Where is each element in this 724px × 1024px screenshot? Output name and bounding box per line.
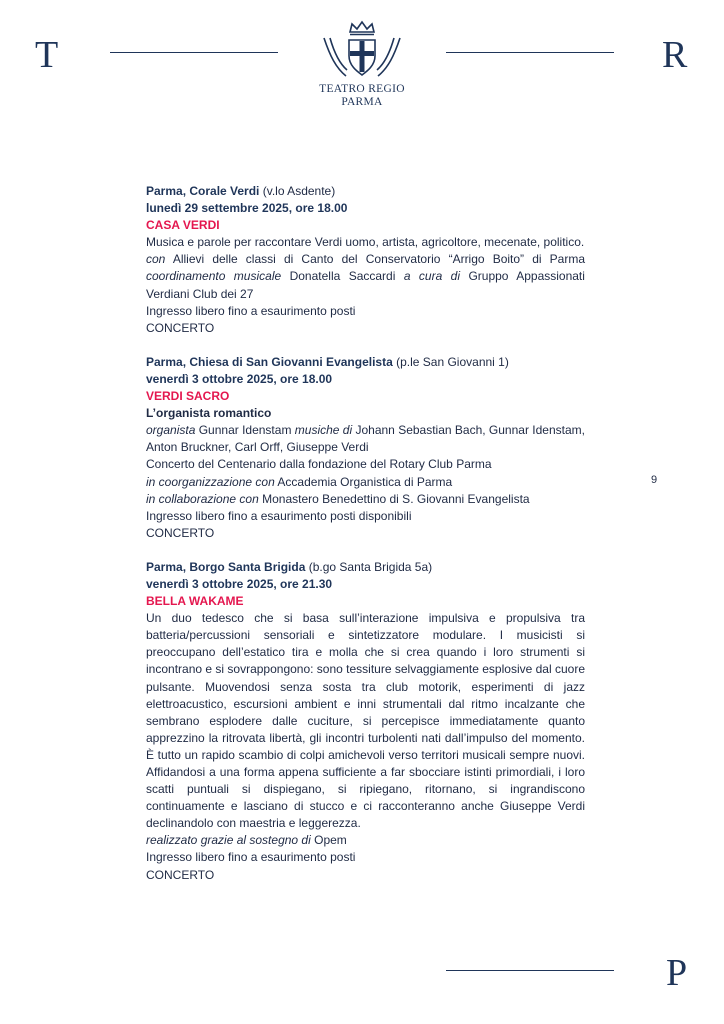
event-date: lunedì 29 settembre 2025, ore 18.00 — [146, 201, 348, 216]
credit-label: organista — [146, 423, 196, 438]
footer-rule — [446, 970, 614, 971]
header-rule-right — [446, 52, 614, 53]
event-note: Concerto del Centenario dalla fondazione del Rotary Club Parma — [146, 457, 492, 472]
credit-text: Allievi delle classi di Canto del Conservatorio “Arrigo Boito” di Parma — [172, 252, 586, 267]
event-date: venerdì 3 ottobre 2025, ore 18.00 — [146, 371, 333, 386]
page-number: 9 — [651, 474, 658, 486]
event-credits — [146, 251, 585, 302]
credit-label: a cura di — [403, 269, 461, 284]
event-bella-wakame — [146, 559, 585, 884]
crown-shield-emblem-icon — [316, 20, 408, 78]
credit-text: Gunnar Idenstam — [198, 423, 292, 438]
coorg-text: Accademia Organistica di Parma — [277, 474, 453, 489]
collab-text: Monastero Benedettino di S. Giovanni Evangelista — [262, 491, 530, 506]
credit-text: Gruppo Appassionati Verdiani Club dei 27 — [146, 269, 585, 301]
corner-letter-r: R — [662, 34, 688, 76]
credit-label: con — [146, 252, 166, 267]
event-entry: Ingresso libero fino a esaurimento posti — [146, 303, 356, 318]
collab-label: in collaborazione con — [146, 491, 259, 506]
event-coorganization — [146, 474, 585, 491]
corner-letter-p: P — [666, 952, 688, 994]
event-venue: Parma, Chiesa di San Giovanni Evangelista — [146, 354, 393, 369]
event-description: Un duo tedesco che si basa sull’interazione impulsiva e propulsiva tra batteria/percussioni sensoriali e sintetizzatore modulare. I musicisti si preoccupano dell’estatico tira e molla che si crea quando i loro strumenti si incontrano e si sovrappongono: sono tessiture selvaggiamente esplosive dal cuore pulsante. Muovendosi senza sosta tra club motorik, esperimenti di jazz elettroacustico, escursioni ambient e inni strumentali dal ritmo incalzante che sembrano esplodere dalle cuciture, si percepisce immediatamente quanto apprezzino la ritrovata libertà, gli incontri turbolenti nati dall’impulso del momento. È tutto un rapido scambio di colpi amichevoli verso territori musicali sempre nuovi. Affidandosi a una forma appena sufficiente a far sbocciare istinti primordiali, i loro scatti puntuali si dispiegano, si ripiegano, ritornano, si ingrandiscono continuamente e lasciano di stucco e ci racconteranno anche Giuseppe Verdi declinandolo con maestria e leggerezza. — [146, 611, 585, 831]
event-credits — [146, 422, 585, 456]
event-subtitle: L’organista romantico — [146, 406, 272, 421]
event-entry: Ingresso libero fino a esaurimento posti disponibili — [146, 508, 412, 523]
event-venue: Parma, Borgo Santa Brigida — [146, 559, 306, 574]
header-rule-left — [110, 52, 278, 53]
event-listing — [146, 183, 585, 901]
event-address: (b.go Santa Brigida 5a) — [308, 559, 433, 574]
event-collaboration — [146, 491, 585, 508]
event-title: VERDI SACRO — [146, 389, 230, 404]
event-title: CASA VERDI — [146, 218, 220, 233]
event-title: BELLA WAKAME — [146, 594, 244, 609]
event-date: venerdì 3 ottobre 2025, ore 21.30 — [146, 576, 333, 591]
credit-text: Johann Sebastian Bach, Gunnar Idenstam, Anton Bruckner, Carl Orff, Giuseppe Verdi — [146, 423, 585, 455]
logo-line-1: TEATRO REGIO — [319, 83, 405, 95]
coorg-label: in coorganizzazione con — [146, 474, 275, 489]
event-address: (p.le San Giovanni 1) — [396, 354, 509, 369]
event-address: (v.lo Asdente) — [262, 184, 336, 198]
credit-text: Donatella Saccardi — [289, 269, 396, 284]
event-type: CONCERTO — [146, 320, 215, 335]
support-label: realizzato grazie al sostegno di — [146, 833, 311, 848]
teatro-regio-logo — [316, 20, 408, 109]
event-casa-verdi — [146, 183, 585, 337]
event-entry: Ingresso libero fino a esaurimento posti — [146, 850, 356, 865]
event-type: CONCERTO — [146, 525, 215, 540]
event-type: CONCERTO — [146, 867, 215, 882]
event-support — [146, 832, 585, 849]
corner-letter-t: T — [35, 34, 59, 76]
event-verdi-sacro — [146, 354, 585, 542]
credit-label: coordinamento musicale — [146, 269, 282, 284]
credit-label: musiche di — [294, 423, 353, 438]
logo-line-2: PARMA — [341, 96, 383, 108]
event-description: Musica e parole per raccontare Verdi uomo, artista, agricoltore, mecenate, politico. — [146, 235, 585, 250]
support-text: Opem — [314, 833, 347, 848]
event-venue: Parma, Corale Verdi — [146, 184, 260, 198]
